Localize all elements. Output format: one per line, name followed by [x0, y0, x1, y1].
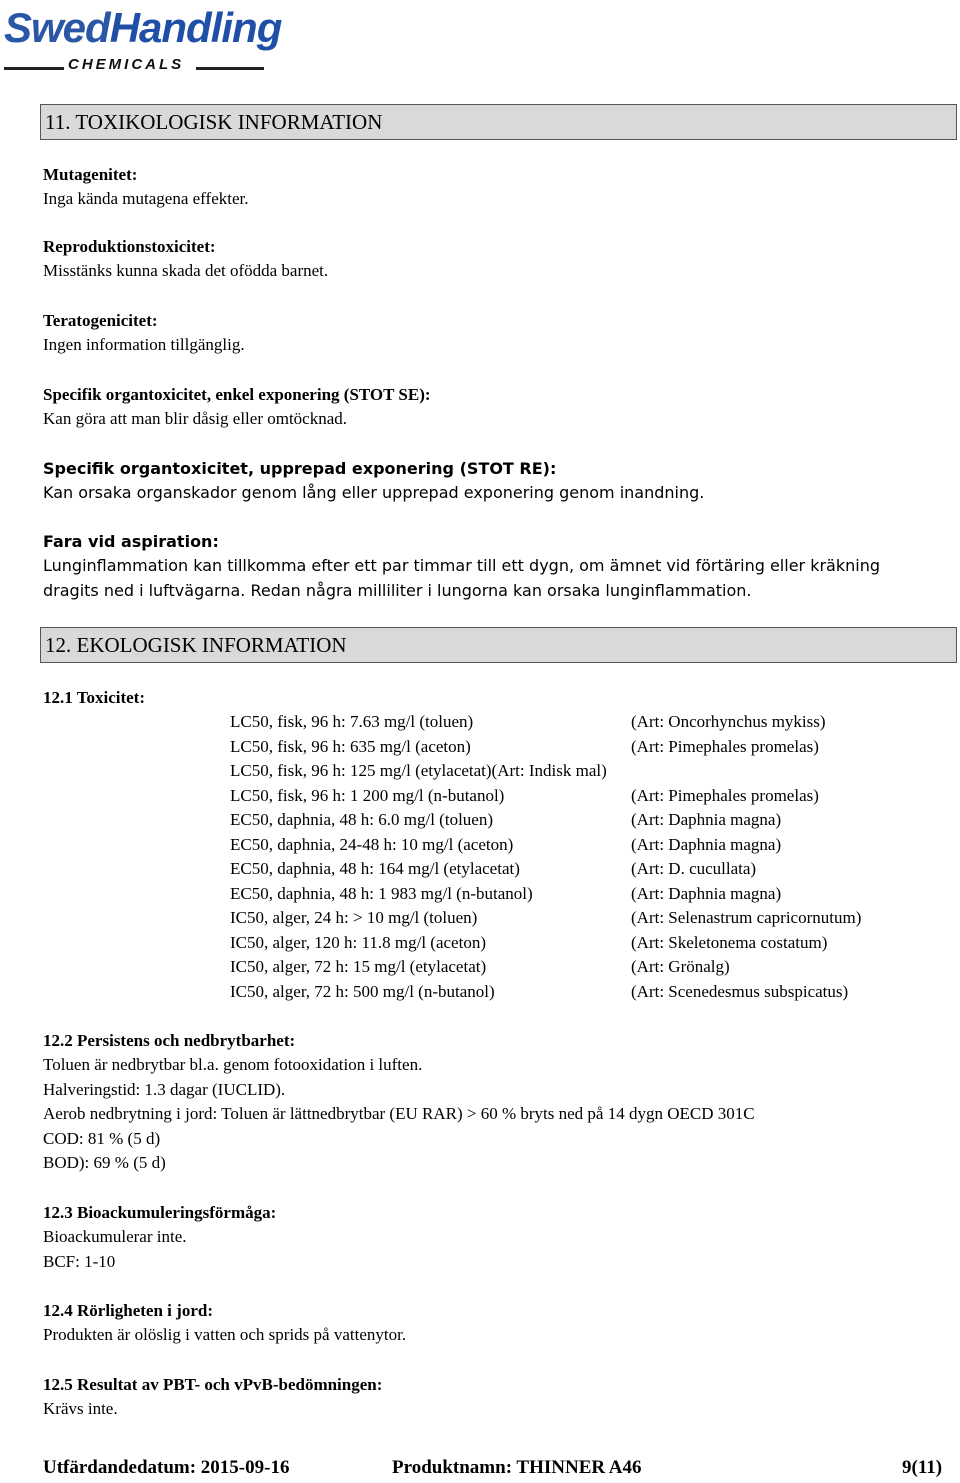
- logo-word-swed: Swed: [4, 4, 110, 51]
- pbt-text: Krävs inte.: [43, 1399, 118, 1418]
- footer-issue-date: [43, 1457, 289, 1479]
- stot-re-heading: Specifik organtoxicitet, upprepad exponering (STOT RE):: [43, 459, 557, 478]
- aspiration-text-line1: Lunginflammation kan tillkomma efter ett par timmar till ett dygn, om ämnet vid förtäring eller kräkning: [43, 556, 880, 575]
- toxicity-species: (Art: D. cucullata): [631, 859, 757, 878]
- company-logo: [0, 0, 282, 80]
- footer-page-number: 9(11): [902, 1457, 943, 1478]
- teratogenicity-heading: Teratogenicitet:: [43, 311, 158, 330]
- toxicity-species: (Art: Daphnia magna): [631, 835, 782, 854]
- aspiration-heading: Fara vid aspiration:: [43, 532, 219, 551]
- logo-word-handling: Handling: [109, 4, 282, 51]
- toxicity-species: (Art: Daphnia magna): [631, 810, 782, 829]
- section-11-header: 11. TOXIKOLOGISK INFORMATION: [40, 104, 957, 140]
- toxicity-species: (Art: Skeletonema costatum): [631, 933, 828, 952]
- bioaccumulation-text-line1: Bioackumulerar inte.: [43, 1227, 187, 1246]
- mobility-heading: 12.4 Rörligheten i jord:: [43, 1301, 213, 1320]
- toxicity-value: LC50, fisk, 96 h: 125 mg/l (etylacetat)(Art: Indisk mal): [230, 761, 607, 780]
- toxicity-value: LC50, fisk, 96 h: 635 mg/l (aceton): [230, 737, 471, 756]
- toxicity-species: (Art: Grönalg): [631, 957, 730, 976]
- section-12-header: 12. EKOLOGISK INFORMATION: [40, 627, 957, 663]
- footer-product-name-value: : THINNER A46: [505, 1457, 642, 1478]
- aspiration-text-line2: dragits ned i luftvägarna. Redan några milliliter i lungorna kan orsaka lunginflammation.: [43, 581, 752, 600]
- footer-product-name: [392, 1457, 642, 1479]
- stot-se-text: Kan göra att man blir dåsig eller omtöcknad.: [43, 409, 348, 428]
- persistence-text-line1: Toluen är nedbrytbar bl.a. genom fotooxidation i luften.: [43, 1055, 423, 1074]
- logo-subtitle: CHEMICALS: [68, 56, 185, 73]
- logo-wordmark: [4, 4, 281, 52]
- toxicity-species: (Art: Selenastrum capricornutum): [631, 908, 862, 927]
- mobility-text: Produkten är olöslig i vatten och sprids på vattenytor.: [43, 1325, 407, 1344]
- stot-re-text: Kan orsaka organskador genom lång eller upprepad exponering genom inandning.: [43, 483, 705, 502]
- persistence-text-line4: COD: 81 % (5 d): [43, 1129, 161, 1148]
- toxicity-value: IC50, alger, 72 h: 15 mg/l (etylacetat): [230, 957, 487, 976]
- toxicity-value: IC50, alger, 24 h: > 10 mg/l (toluen): [230, 908, 478, 927]
- reproductive-toxicity-text: Misstänks kunna skada det ofödda barnet.: [43, 261, 329, 280]
- toxicity-value: EC50, daphnia, 48 h: 1 983 mg/l (n-butanol): [230, 884, 533, 903]
- mutagenicity-text: Inga kända mutagena effekter.: [43, 189, 249, 208]
- logo-line-left: [4, 67, 64, 70]
- toxicity-species: (Art: Daphnia magna): [631, 884, 782, 903]
- logo-line-right: [196, 67, 264, 70]
- footer-product-name-label: Produktnamn: [392, 1457, 506, 1478]
- footer-issue-date-label: Utfärdandedatum: [43, 1457, 190, 1478]
- bioaccumulation-text-line2: BCF: 1-10: [43, 1252, 116, 1271]
- teratogenicity-text: Ingen information tillgänglig.: [43, 335, 245, 354]
- toxicity-value: EC50, daphnia, 48 h: 164 mg/l (etylacetat): [230, 859, 520, 878]
- persistence-heading: 12.2 Persistens och nedbrytbarhet:: [43, 1031, 296, 1050]
- toxicity-value: EC50, daphnia, 48 h: 6.0 mg/l (toluen): [230, 810, 493, 829]
- persistence-text-line5: BOD): 69 % (5 d): [43, 1153, 166, 1172]
- pbt-heading: 12.5 Resultat av PBT- och vPvB-bedömningen:: [43, 1375, 383, 1394]
- toxicity-species: (Art: Oncorhynchus mykiss): [631, 712, 826, 731]
- toxicity-species: (Art: Scenedesmus subspicatus): [631, 982, 849, 1001]
- toxicity-value: LC50, fisk, 96 h: 7.63 mg/l (toluen): [230, 712, 474, 731]
- toxicity-value: IC50, alger, 72 h: 500 mg/l (n-butanol): [230, 982, 495, 1001]
- persistence-text-line3: Aerob nedbrytning i jord: Toluen är lättnedbrytbar (EU RAR) > 60 % bryts ned på 14 dygn OECD 301C: [43, 1104, 755, 1123]
- toxicity-value: LC50, fisk, 96 h: 1 200 mg/l (n-butanol): [230, 786, 505, 805]
- toxicity-value: EC50, daphnia, 24-48 h: 10 mg/l (aceton): [230, 835, 514, 854]
- stot-se-heading: Specifik organtoxicitet, enkel exponering (STOT SE):: [43, 385, 431, 404]
- toxicity-species: (Art: Pimephales promelas): [631, 737, 819, 756]
- mutagenicity-heading: Mutagenitet:: [43, 165, 138, 184]
- footer-issue-date-value: : 2015-09-16: [189, 1457, 290, 1478]
- persistence-text-line2: Halveringstid: 1.3 dagar (IUCLID).: [43, 1080, 286, 1099]
- toxicity-heading: 12.1 Toxicitet:: [43, 688, 145, 707]
- bioaccumulation-heading: 12.3 Bioackumuleringsförmåga:: [43, 1203, 277, 1222]
- reproductive-toxicity-heading: Reproduktionstoxicitet:: [43, 237, 216, 256]
- toxicity-value: IC50, alger, 120 h: 11.8 mg/l (aceton): [230, 933, 486, 952]
- toxicity-species: (Art: Pimephales promelas): [631, 786, 819, 805]
